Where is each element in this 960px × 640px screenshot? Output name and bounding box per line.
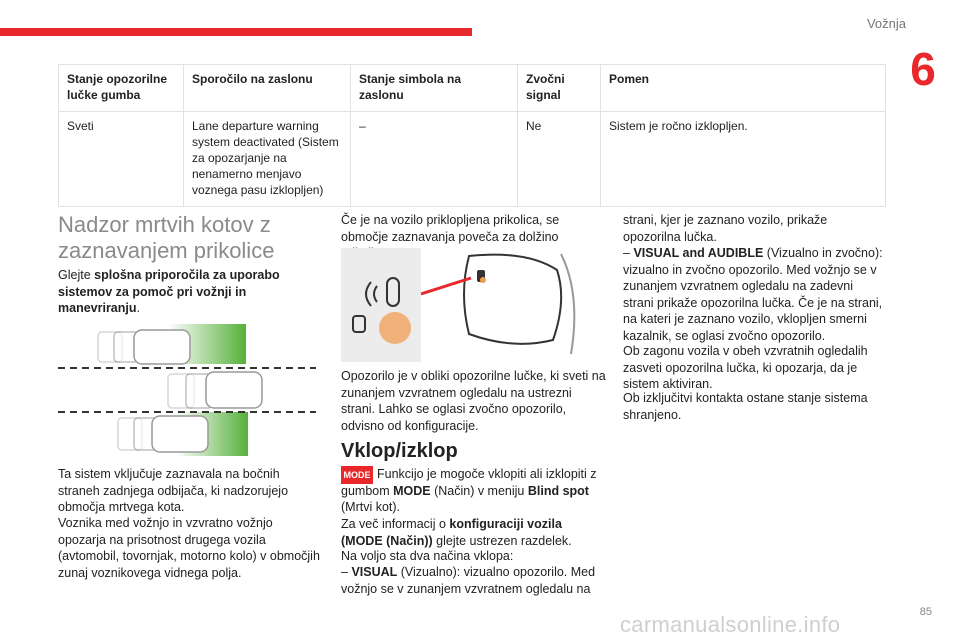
table-header-cell: Stanje simbola na zaslonu [351,65,518,112]
table-header-row [59,65,886,112]
mode-text: (Način) v meniju [430,483,528,498]
visual-audible-text: (Vizualno in zvočno): vizualno in zvočno opozorilo. Med vožnjo se v zunanjem vzvratnem ogledalu na zadevni strani prikaže opozorilna lučka. Če je na strani, na kateri je zaznano vozilo, vklopljen smerni kazalnik, se oglasi zvočno opozorilo. [623,246,883,343]
config-bold: konfiguraciji vozila (MODE (Način)) [341,517,562,548]
table-header-cell: Sporočilo na zaslonu [184,65,351,112]
chapter-number: 6 [910,43,936,95]
visual-mode-paragraph [341,564,606,597]
driver-warning-description: Voznika med vožnjo in vzvratno vožnjo opozarja na prisotnost drugega vozila (avtomobil, tovornjak, motorno kolo) v območjih zunaj voznikovega vidnega polja. [58,516,320,580]
table-cell: Ne [518,112,601,207]
mode-text: Funkcijo je mogoče vklopiti ali izklopiti z gumbom [341,467,597,498]
ignition-off-paragraph: Ob izključitvi kontakta ostane stanje sistema shranjeno. [623,391,868,422]
visual-text: (Vizualno): vizualno opozorilo. Med vožnjo se v zunanjem vzvratnem ogledalu na [341,565,596,596]
section-title: Vožnja [866,16,906,31]
indicator-figure [341,248,421,362]
menu-bold: Blind spot [527,483,589,498]
mode-text: (Mrtvi kot). [341,500,401,515]
trailer-paragraph: Če je na vozilo priklopljena prikolica, se območje zaznavanja poveča za dolžino [341,213,560,244]
mode-bold: MODE [393,483,431,498]
intro-link-text: splošna priporočila za uporabo sistemov za pomoč pri vožnji in manevriranju [58,268,280,316]
mode-button-icon: MODE [341,466,373,484]
system-description: Ta sistem vključuje zaznavala na bočnih straneh zadnjega odbijača, ki nadzorujejo območja mrtvega kota. [58,467,289,515]
dash: – [341,565,352,579]
side-mirror-icon [421,248,589,362]
table-header-cell: Zvočni signal [518,65,601,112]
table-header-cell: Pomen [601,65,886,112]
visual-bold: VISUAL [351,565,398,579]
startup-paragraph: Ob zagonu vozila v obeh vzvratnih ogledalih zasveti opozorilna lučka, ki opozarja, da je sistem aktiviran. [623,344,868,392]
visual-audible-paragraph [623,245,885,345]
visual-continued: strani, kjer je zaznano vozilo, prikaže opozorilna lučka. [623,213,828,244]
page-number: 85 [919,606,932,618]
header-accent-bar [0,28,472,36]
config-text: glejte ustrezen razdelek. [432,533,572,548]
table-header-cell: Stanje opozorilne lučke gumba [59,65,184,112]
table-row [59,112,886,207]
intro-paragraph [58,267,298,317]
config-text: Za več informacij o [341,517,450,531]
mirror-figure [421,248,589,362]
warning-status-table [58,64,886,207]
section-heading: Nadzor mrtvih kotov z zaznavanjem prikolice [58,212,275,263]
mode-paragraph [341,466,606,516]
table-cell: Lane departure warning system deactivated (Sistem za opozarjanje na nenamerno menjavo voznega pasu izklopljen) [184,112,351,207]
on-off-heading: Vklop/izklop [341,440,458,462]
table-cell: – [351,112,518,207]
config-paragraph [341,516,606,549]
intro-text: Glejte [58,268,95,282]
watermark-text: carmanualsonline.info [620,612,841,637]
blind-spot-indicator-icon [341,248,421,362]
intro-text-end: . [136,301,140,316]
table-cell: Sveti [59,112,184,207]
warning-light-paragraph: Opozorilo je v obliki opozorilne lučke, ki sveti na zunanjem vzvratnem ogledalu na ustrezni strani. Lahko se oglasi zvočno opozorilo, odvisno od konfiguracije. [341,369,606,433]
dash: – [623,246,634,260]
table-cell: Sistem je ročno izklopljen. [601,112,886,207]
blind-spot-illustration [58,322,316,458]
modes-intro: Na voljo sta dva načina vklopa: [341,549,514,563]
visual-audible-bold: VISUAL and AUDIBLE [633,246,764,260]
blind-spot-zones-icon [58,322,316,458]
